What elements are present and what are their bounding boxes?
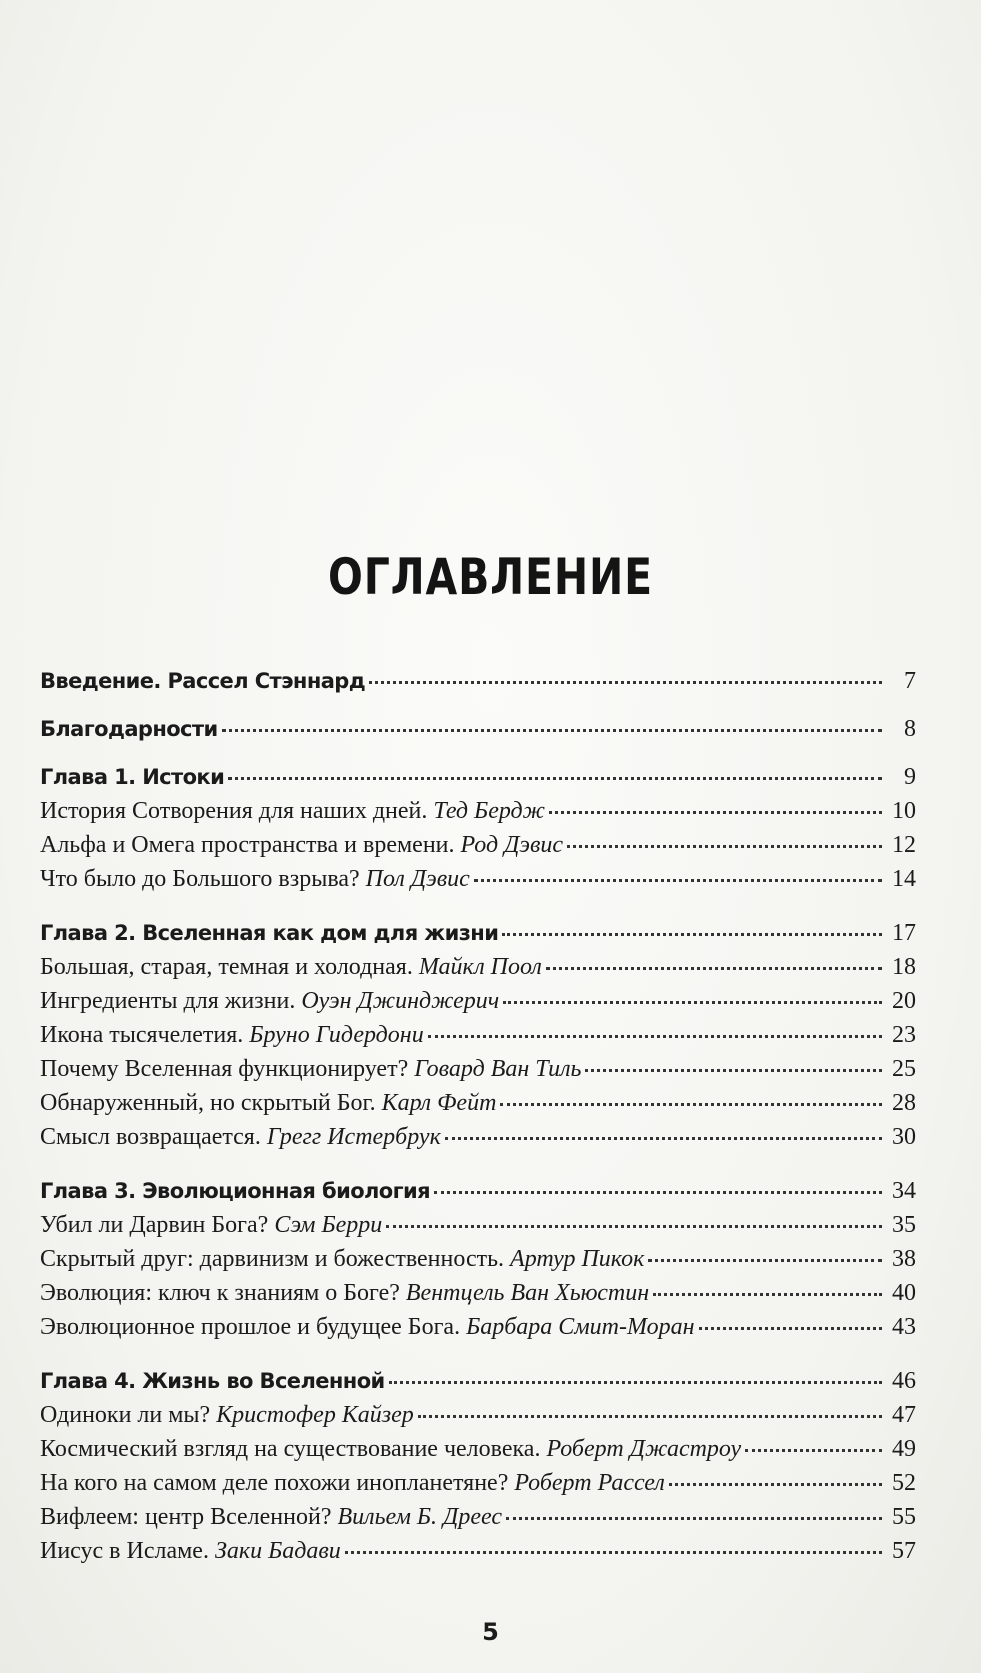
article-author: Бруно Гидердони bbox=[249, 1022, 424, 1048]
toc-row bbox=[40, 1314, 916, 1348]
page-number: 14 bbox=[892, 866, 916, 892]
toc-row bbox=[40, 668, 916, 702]
article-title: Эволюция: ключ к знаниям о Боге? bbox=[40, 1280, 400, 1306]
page-number: 18 bbox=[892, 954, 916, 980]
article-author: Роберт Рассел bbox=[514, 1470, 665, 1496]
toc-entry-title bbox=[40, 1280, 649, 1307]
toc-entry-title bbox=[40, 1090, 496, 1117]
toc-row bbox=[40, 1470, 916, 1504]
article-title: Космический взгляд на существование человека. bbox=[40, 1436, 541, 1462]
article-title: Ингредиенты для жизни. bbox=[40, 988, 296, 1014]
toc-row bbox=[40, 866, 916, 900]
toc-entry-title bbox=[40, 1436, 741, 1463]
dot-leader bbox=[745, 1449, 882, 1452]
page-title: ОГЛАВЛЕНИЕ bbox=[328, 548, 653, 606]
dot-leader bbox=[699, 1327, 882, 1330]
page-number: 10 bbox=[892, 798, 916, 824]
article-title: История Сотворения для наших дней. bbox=[40, 798, 428, 824]
article-author: Роберт Джастроу bbox=[546, 1436, 742, 1462]
toc-entry-title bbox=[40, 1246, 644, 1273]
page-number: 25 bbox=[892, 1056, 916, 1082]
page-number: 12 bbox=[892, 832, 916, 858]
dot-leader bbox=[500, 1103, 882, 1106]
article-title: Скрытый друг: дарвинизм и божественность. bbox=[40, 1246, 505, 1272]
article-author: Говард Ван Тиль bbox=[414, 1056, 582, 1082]
dot-leader bbox=[345, 1551, 882, 1554]
toc-row bbox=[40, 1504, 916, 1538]
page-number: 40 bbox=[892, 1280, 916, 1306]
article-title: Иисус в Исламе. bbox=[40, 1538, 209, 1564]
article-author: Вентцель Ван Хьюстин bbox=[405, 1280, 650, 1306]
dot-leader bbox=[669, 1483, 882, 1486]
page-number: 47 bbox=[892, 1402, 916, 1428]
toc-row bbox=[40, 1212, 916, 1246]
article-title: Икона тысячелетия. bbox=[40, 1022, 244, 1048]
dot-leader bbox=[474, 879, 882, 882]
toc-entry-title bbox=[40, 832, 563, 859]
dot-leader bbox=[228, 777, 882, 780]
toc-row bbox=[40, 716, 916, 750]
dot-leader bbox=[428, 1035, 882, 1038]
toc-entry-title bbox=[40, 866, 470, 893]
toc-row bbox=[40, 1280, 916, 1314]
dot-leader bbox=[648, 1259, 882, 1262]
toc-row bbox=[40, 1124, 916, 1158]
toc-row bbox=[40, 1436, 916, 1470]
article-author: Вильем Б. Дреес bbox=[337, 1504, 502, 1530]
article-author: Пол Дэвис bbox=[365, 866, 470, 892]
page-number: 49 bbox=[892, 1436, 916, 1462]
toc-entry-title bbox=[40, 1212, 382, 1239]
article-author: Кристофер Кайзер bbox=[216, 1402, 414, 1428]
toc-entry-title bbox=[40, 988, 499, 1015]
article-title: Убил ли Дарвин Бога? bbox=[40, 1212, 269, 1238]
page-number: 28 bbox=[892, 1090, 916, 1116]
page-number: 34 bbox=[892, 1178, 916, 1204]
toc-entry-title bbox=[40, 954, 542, 981]
toc-row bbox=[40, 798, 916, 832]
dot-leader bbox=[369, 681, 882, 684]
toc-entry-title bbox=[40, 1124, 441, 1151]
article-title: Альфа и Омега пространства и времени. bbox=[40, 832, 455, 858]
toc-entry-title: Глава 1. Истоки bbox=[40, 765, 225, 789]
dot-leader bbox=[434, 1191, 882, 1194]
toc-entry-title: Глава 4. Жизнь во Вселенной bbox=[40, 1369, 385, 1393]
toc-row bbox=[40, 1090, 916, 1124]
article-title: Эволюционное прошлое и будущее Бога. bbox=[40, 1314, 461, 1340]
toc-entry-title bbox=[40, 798, 545, 825]
article-author: Грегг Истербрук bbox=[266, 1124, 441, 1150]
page-number: 8 bbox=[904, 716, 916, 742]
article-author: Заки Бадави bbox=[214, 1538, 341, 1564]
page-folio: 5 bbox=[482, 1618, 499, 1646]
toc-row bbox=[40, 1178, 916, 1212]
dot-leader bbox=[549, 811, 882, 814]
dot-leader bbox=[389, 1381, 882, 1384]
article-author: Барбара Смит-Моран bbox=[466, 1314, 695, 1340]
toc-entry-title bbox=[40, 1056, 581, 1083]
article-author: Карл Фейт bbox=[381, 1090, 497, 1116]
dot-leader bbox=[585, 1069, 882, 1072]
article-title: Одиноки ли мы? bbox=[40, 1402, 211, 1428]
dot-leader bbox=[503, 1001, 882, 1004]
page-number: 57 bbox=[892, 1538, 916, 1564]
article-title: Почему Вселенная функционирует? bbox=[40, 1056, 409, 1082]
article-title: Большая, старая, темная и холодная. bbox=[40, 954, 413, 980]
toc-row bbox=[40, 764, 916, 798]
dot-leader bbox=[445, 1137, 882, 1140]
toc-row bbox=[40, 988, 916, 1022]
dot-leader bbox=[546, 967, 882, 970]
dot-leader bbox=[386, 1225, 882, 1228]
article-author: Майкл Поол bbox=[418, 954, 542, 980]
article-author: Сэм Берри bbox=[274, 1212, 383, 1238]
article-author: Артур Пикок bbox=[510, 1246, 645, 1272]
toc-row bbox=[40, 1056, 916, 1090]
article-title: Вифлеем: центр Вселенной? bbox=[40, 1504, 332, 1530]
toc-entry-title bbox=[40, 1504, 502, 1531]
toc-row bbox=[40, 832, 916, 866]
toc-entry-title: Введение. Рассел Стэннард bbox=[40, 669, 366, 693]
dot-leader bbox=[506, 1517, 882, 1520]
page-number: 55 bbox=[892, 1504, 916, 1530]
toc-entry-title: Глава 3. Эволюционная биология bbox=[40, 1179, 431, 1203]
dot-leader bbox=[653, 1293, 882, 1296]
page-number: 52 bbox=[892, 1470, 916, 1496]
page-number: 9 bbox=[904, 764, 916, 790]
page-number: 23 bbox=[892, 1022, 916, 1048]
dot-leader bbox=[418, 1415, 882, 1418]
toc-entry-title: Благодарности bbox=[40, 717, 218, 741]
article-author: Тед Бердж bbox=[433, 798, 546, 824]
toc-entry-title bbox=[40, 1314, 695, 1341]
toc-entry-title bbox=[40, 1402, 414, 1429]
toc-row bbox=[40, 920, 916, 954]
toc-row bbox=[40, 1022, 916, 1056]
article-author: Род Дэвис bbox=[460, 832, 564, 858]
table-of-contents bbox=[40, 668, 916, 1572]
toc-entry-title bbox=[40, 1538, 341, 1565]
page-number: 35 bbox=[892, 1212, 916, 1238]
page-number: 20 bbox=[892, 988, 916, 1014]
toc-row bbox=[40, 1402, 916, 1436]
toc-entry-title: Глава 2. Вселенная как дом для жизни bbox=[40, 921, 499, 945]
article-title: Обнаруженный, но скрытый Бог. bbox=[40, 1090, 376, 1116]
dot-leader bbox=[502, 933, 882, 936]
article-title: На кого на самом деле похожи инопланетяне? bbox=[40, 1470, 509, 1496]
dot-leader bbox=[222, 729, 882, 732]
page-number: 30 bbox=[892, 1124, 916, 1150]
page-number: 7 bbox=[904, 668, 916, 694]
page-number: 46 bbox=[892, 1368, 916, 1394]
toc-row bbox=[40, 1246, 916, 1280]
dot-leader bbox=[567, 845, 882, 848]
page-number: 43 bbox=[892, 1314, 916, 1340]
article-author: Оуэн Джинджерич bbox=[301, 988, 500, 1014]
toc-row bbox=[40, 954, 916, 988]
toc-row bbox=[40, 1368, 916, 1402]
page-number: 17 bbox=[892, 920, 916, 946]
toc-entry-title bbox=[40, 1470, 665, 1497]
article-title: Смысл возвращается. bbox=[40, 1124, 261, 1150]
page-number: 38 bbox=[892, 1246, 916, 1272]
article-title: Что было до Большого взрыва? bbox=[40, 866, 360, 892]
toc-row bbox=[40, 1538, 916, 1572]
toc-entry-title bbox=[40, 1022, 424, 1049]
